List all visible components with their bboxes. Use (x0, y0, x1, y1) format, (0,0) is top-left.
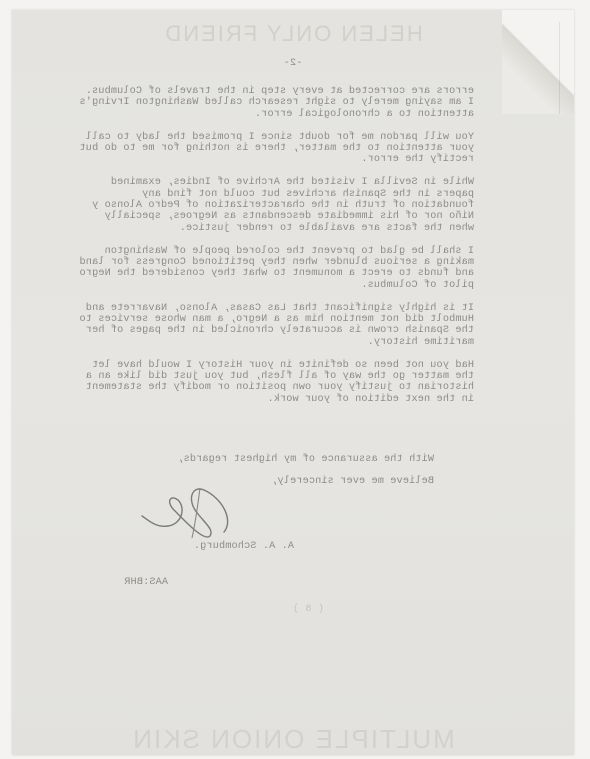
page-number: -2- (283, 58, 303, 69)
paragraph: It is highly significant that Las Casas, Alonso, Navarrete and Humbolt did not mention him as a Negro, a man whose services to the Spanish crown is accurately chronicled in the pages of her maritime history. (73, 302, 474, 348)
closing-line: With the assurance of my highest regards, (177, 454, 434, 465)
paragraph: Had you not been so definite in your History I would have let the matter go the way of all flesh, but you just did like an a historian to justify your own position or modify the statement in the next edition of your work. (79, 359, 474, 405)
mirrored-bleedthrough-text (12, 10, 574, 755)
handwritten-signature (134, 480, 244, 544)
letter-body (74, 86, 474, 417)
document-sheet (12, 10, 574, 755)
typist-initials: AAS:BHR (124, 577, 168, 588)
footer-ghost: MULTIPLE ONION SKIN (131, 723, 455, 754)
paragraph: errors are corrected at every step in the travels of Columbus. I am saying merely to sight research called Washington Irving's attention to a chronological error. (73, 86, 474, 120)
sign-off: Believe me ever sincerely, (271, 476, 434, 488)
signature-name: A. A. Schomburg. (193, 541, 294, 552)
letterhead-ghost: HELEN ONLY FRIEND (163, 21, 423, 46)
paragraph: I shall be glad to prevent the colored people of Washington making a serious blunder when they petitioned Congress for land and funds to erect a monument to what they considered the Negro pilot of Columbus. (73, 245, 474, 291)
paragraph: You will pardon me for doubt since I promised the lady to call your attention to the matter, there is nothing for me to do but rectify the error. (73, 131, 474, 166)
faint-mark: ( 8 ) (292, 604, 324, 615)
paragraph: While in Sevilla I visited the Archive of Indies, examined papers in the Spanish archives but could not find any foundation of truth in the characterization of Pedro Alonso y Niño nor of his immediate descendants as Negroes, specially when the facts are available to render justice. (85, 177, 474, 234)
